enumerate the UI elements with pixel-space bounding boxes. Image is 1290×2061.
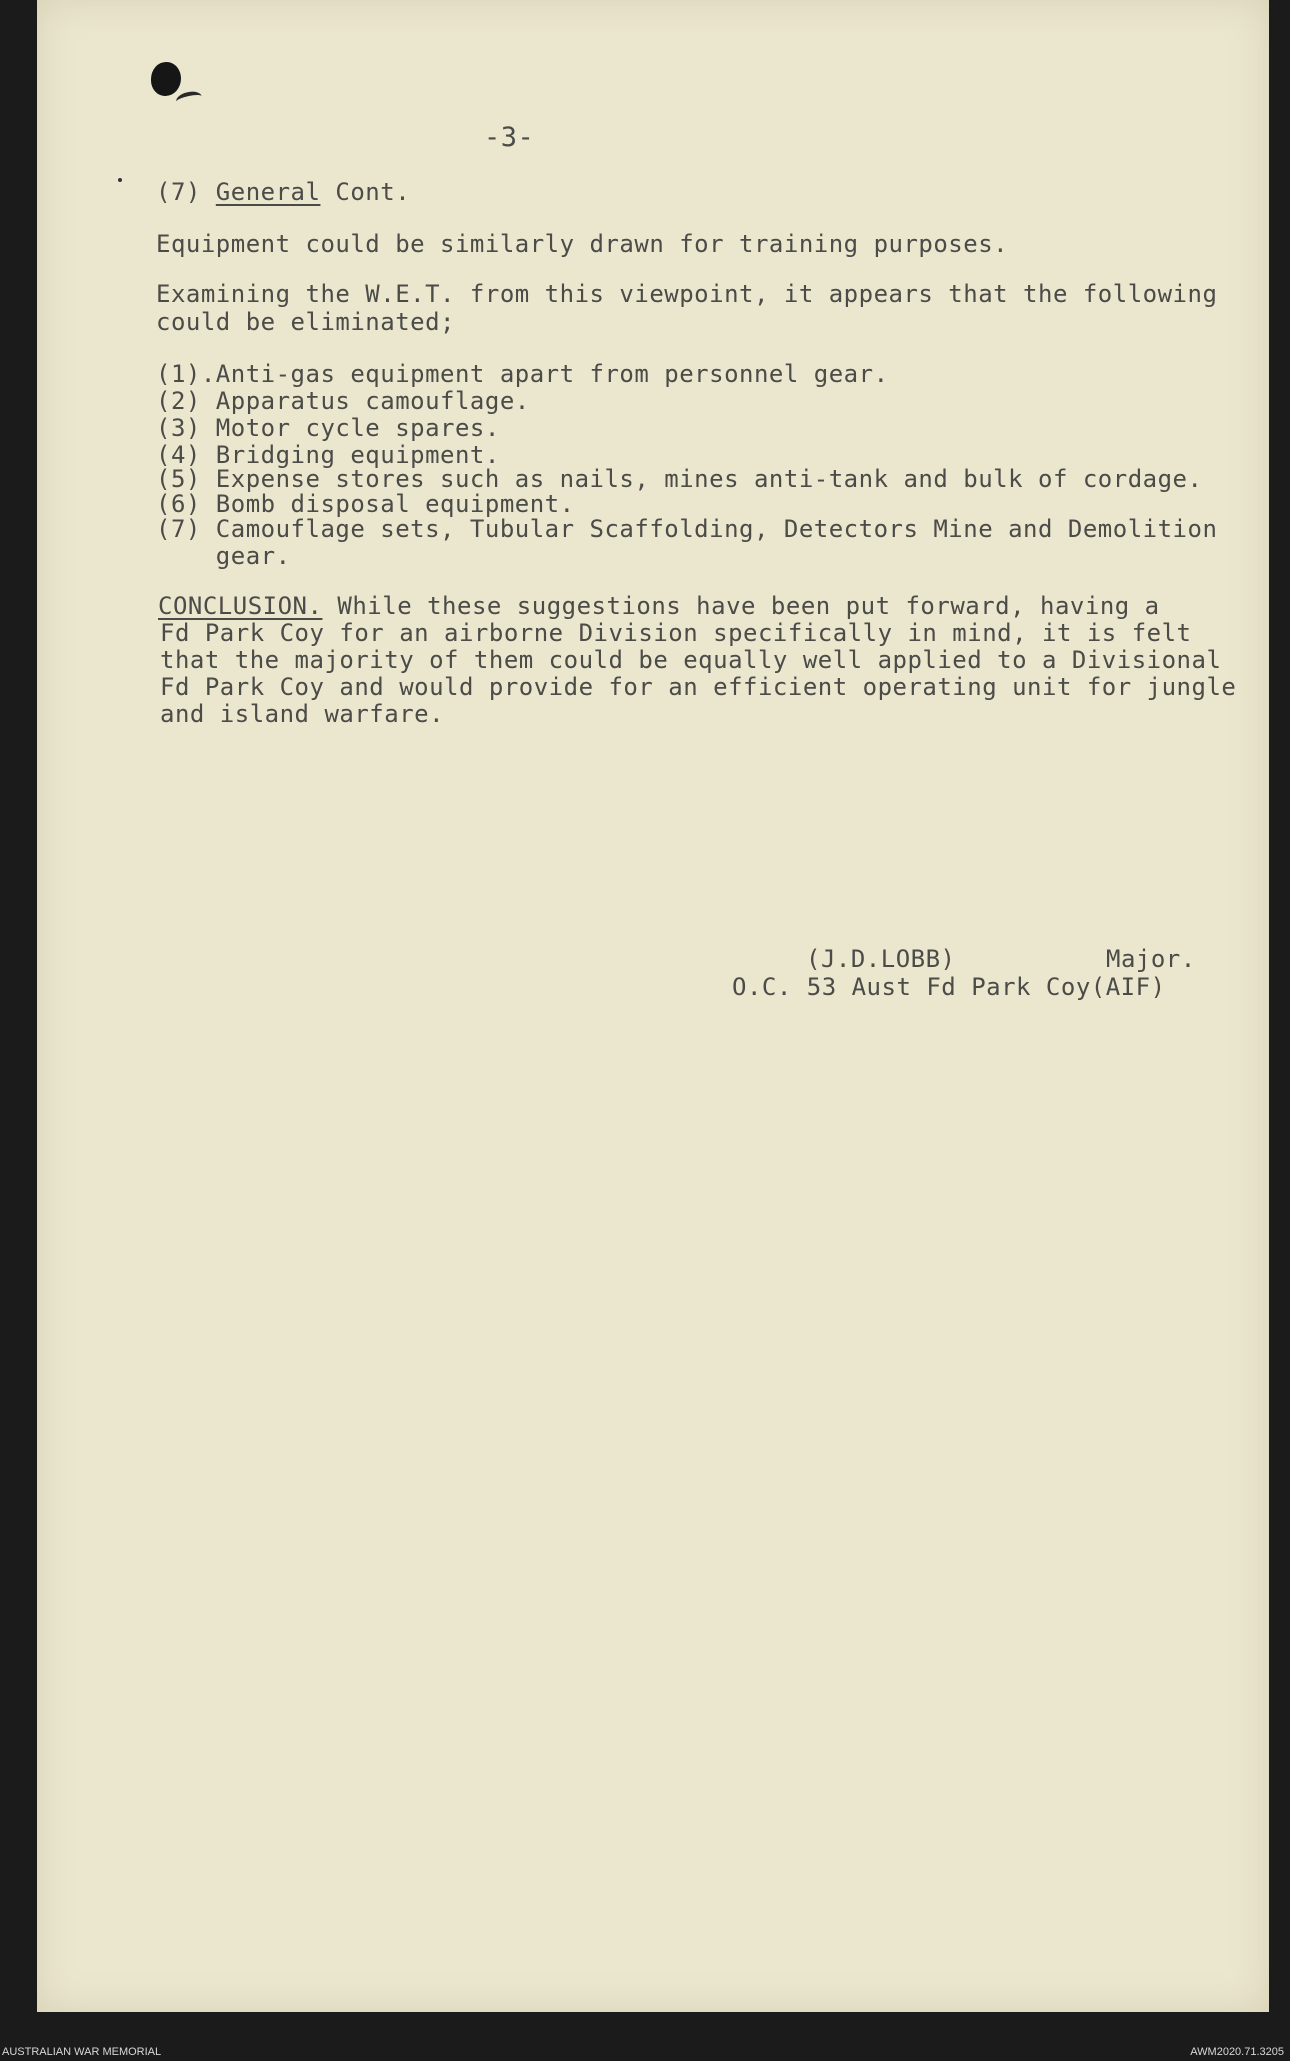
- paragraph-examining-line-2: could be eliminated;: [156, 308, 455, 336]
- section-heading-suffix: Cont.: [320, 178, 411, 206]
- conclusion-line-2: Fd Park Coy for an airborne Division specifically in mind, it is felt: [160, 619, 1192, 647]
- ink-speck: [118, 178, 122, 182]
- section-heading: [156, 178, 410, 206]
- list-item: (2) Apparatus camouflage.: [156, 387, 530, 415]
- section-heading-prefix: (7): [156, 178, 216, 206]
- list-item: (3) Motor cycle spares.: [156, 414, 500, 442]
- conclusion-line-1: [158, 592, 1160, 620]
- conclusion-text-1: While these suggestions have been put forward, having a: [322, 592, 1160, 620]
- conclusion-line-5: and island warfare.: [160, 700, 445, 728]
- signature-unit: O.C. 53 Aust Fd Park Coy(AIF): [732, 973, 1166, 1001]
- list-item-continuation: gear.: [156, 542, 291, 570]
- section-heading-title: General: [215, 178, 321, 206]
- page-number: -3-: [484, 122, 535, 153]
- conclusion-label: CONCLUSION.: [158, 592, 323, 620]
- conclusion-line-4: Fd Park Coy and would provide for an efficient operating unit for jungle: [160, 673, 1237, 701]
- footer-accession-number: AWM2020.71.3205: [1190, 2046, 1284, 2058]
- list-item: (5) Expense stores such as nails, mines anti-tank and bulk of cordage.: [156, 465, 1203, 493]
- list-item: (7) Camouflage sets, Tubular Scaffolding, Detectors Mine and Demolition: [156, 515, 1218, 543]
- signature-rank: Major.: [1106, 945, 1196, 973]
- list-item: (6) Bomb disposal equipment.: [156, 490, 575, 518]
- signature-name: (J.D.LOBB): [806, 945, 956, 973]
- paragraph-examining-line-1: Examining the W.E.T. from this viewpoint, it appears that the following: [156, 280, 1218, 308]
- list-item: (1).Anti-gas equipment apart from personnel gear.: [156, 360, 889, 388]
- list-item: (4) Bridging equipment.: [156, 441, 500, 469]
- footer-institution: AUSTRALIAN WAR MEMORIAL: [2, 2046, 162, 2058]
- conclusion-line-3: that the majority of them could be equally well applied to a Divisional: [160, 646, 1222, 674]
- paragraph-equipment: Equipment could be similarly drawn for training purposes.: [156, 230, 1009, 258]
